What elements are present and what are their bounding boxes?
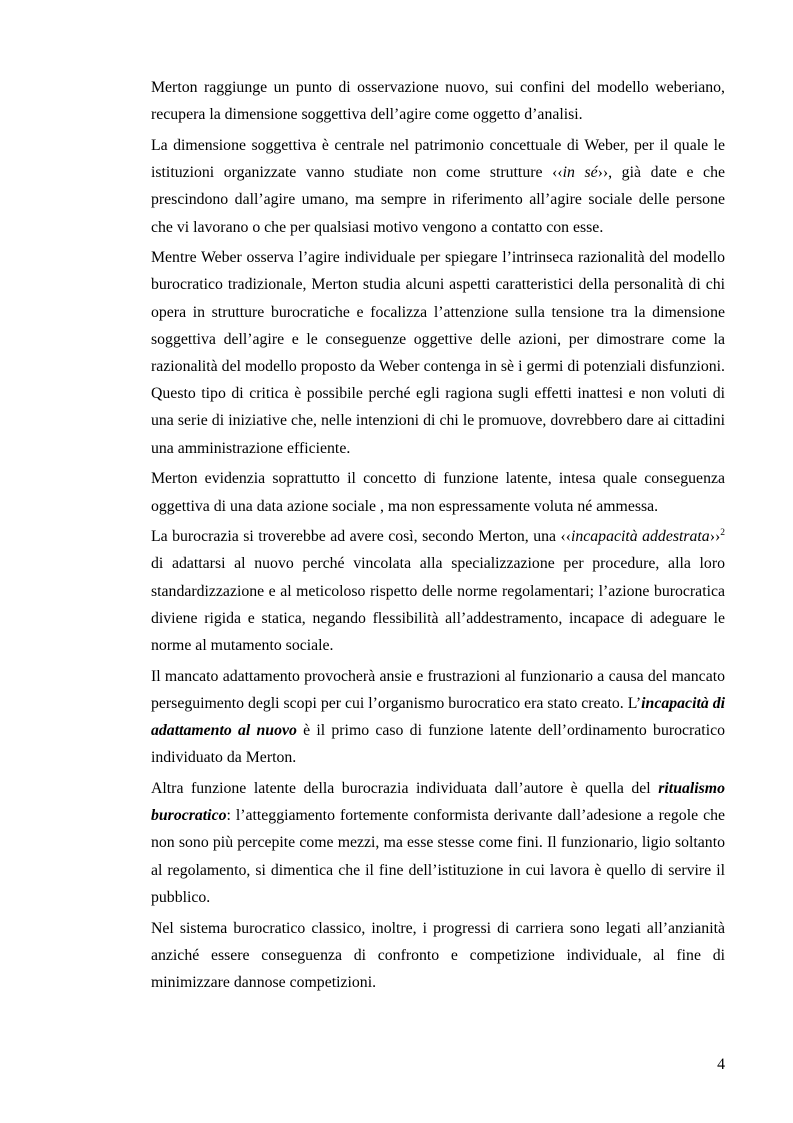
paragraph [151, 465, 725, 519]
paragraph [151, 244, 725, 462]
text-run: Mentre Weber osserva l’agire individuale per spiegare l’intrinseca razionalità del modello burocratico tradizionale, Merton studia alcuni aspetti caratteristici della personalità di chi opera in strutture burocratiche e focalizza l’attenzione sulla tensione tra la dimensione soggettiva dell’agire e le conseguenze oggettive delle azioni, per dimostrare come la razionalità del modello proposto da Weber contenga in sè i germi di potenziali disfunzioni. Questo tipo di critica è possibile perché egli ragiona sugli effetti inattesi e non voluti di una serie di iniziative che, nelle intenzioni di chi le promuove, dovrebbero dare ai cittadini una amministrazione efficiente. [151, 249, 725, 457]
text-run: : l’atteggiamento fortemente conformista derivante dall’adesione a regole che non sono più percepite come mezzi, ma esse stesse come fini. Il funzionario, ligio soltanto al regolamento, si dimentica che il fine dell’istituzione in cui lavora è quello di servire il pubblico. [151, 807, 725, 906]
paragraph [151, 74, 725, 128]
italic-text: incapacità addestrata [570, 528, 710, 546]
text-run: La dimensione soggettiva è centrale nel patrimonio concettuale di Weber, per il quale le istituzioni organizzate vanno studiate non come strutture ‹‹ [151, 136, 725, 182]
text-run: Il mancato adattamento provocherà ansie e frustrazioni al funzionario a causa del mancato perseguimento degli scopi per cui l’organismo burocratico era stato creato. L’ [151, 667, 725, 712]
text-run: Merton raggiunge un punto di osservazione nuovo, sui confini del modello weberiano, recupera la dimensione soggettiva dell’agire come oggetto d’analisi. [151, 79, 725, 124]
text-run: ››, già date e che prescindono dall’agire umano, ma sempre in riferimento all’agire sociale delle persone che vi lavorano o che per qualsiasi motivo vengono a contatto con esse. [151, 164, 725, 236]
paragraph [151, 915, 725, 997]
paragraph [151, 523, 725, 659]
page-number: 4 [717, 1056, 725, 1073]
text-run: è il primo caso di funzione latente dell’ordinamento burocratico individuato da Merton. [151, 722, 725, 767]
text-run: La burocrazia si troverebbe ad avere così, secondo Merton, una ‹‹ [151, 528, 571, 546]
paragraph [151, 775, 725, 911]
text-run: Nel sistema burocratico classico, inoltre, i progressi di carriera sono legati all’anzianità anziché essere conseguenza di confronto e competizione individuale, al fine di minimizzare dannose competizioni. [151, 919, 725, 991]
footnote-marker: 2 [720, 528, 725, 539]
bold-italic-term: ritualismo burocratico [151, 780, 725, 825]
body-text [151, 74, 725, 1000]
text-run: Altra funzione latente della burocrazia individuata dall’autore è quella del [151, 780, 659, 798]
paragraph [151, 663, 725, 772]
text-run: Merton evidenzia soprattutto il concetto di funzione latente, intesa quale conseguenza oggettiva di una data azione sociale , ma non espressamente voluta né ammessa. [151, 470, 725, 515]
italic-text: in sé [562, 164, 598, 182]
text-run: di adattarsi al nuovo perché vincolata alla specializzazione per procedure, alla loro standardizzazione e al meticoloso rispetto delle norme regolamentari; l’azione burocratica diviene rigida e statica, negando flessibilità all’addestramento, incapace di adeguare le norme al mutamento sociale. [151, 555, 725, 655]
text-run: ›› [709, 528, 721, 546]
bold-italic-term: incapacità di adattamento al nuovo [151, 694, 725, 740]
paragraph [151, 132, 725, 241]
